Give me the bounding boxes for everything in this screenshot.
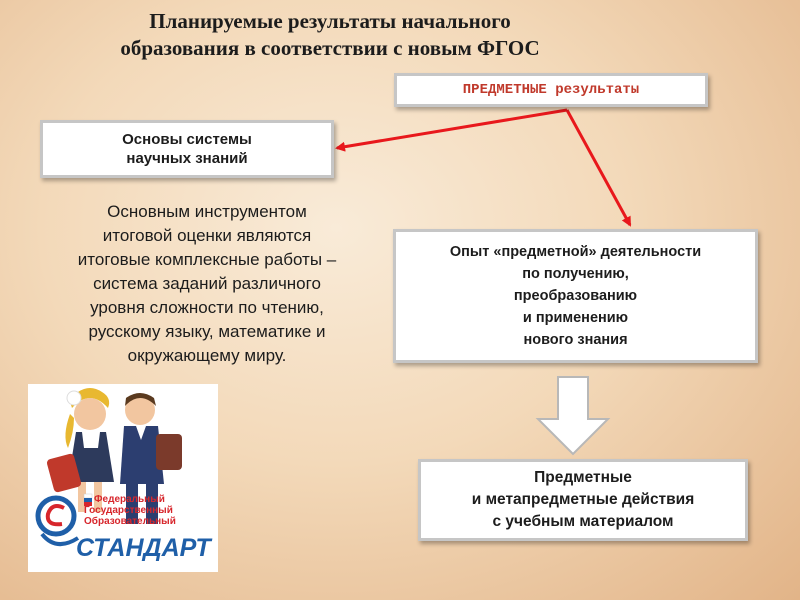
logo-word: СТАНДАРТ (76, 534, 211, 562)
actions-line-1: Предметные (534, 469, 632, 486)
subject-results-box (394, 73, 708, 107)
title-line-2: образования в соответствии с новым ФГОС (120, 36, 540, 60)
paragraph-line: окружающему миру. (127, 346, 287, 365)
experience-line-3: преобразованию (513, 288, 638, 304)
foundations-line-1: Основы системы (122, 131, 252, 148)
logo-text-line-2: Государственный (84, 505, 173, 516)
paragraph-line: Основным инструментом (107, 202, 307, 221)
experience-line-2: по получению, (522, 266, 629, 282)
logo-text-line-1: Федеральный (94, 494, 165, 505)
actions-line-2: и метапредметные действия (471, 491, 695, 508)
arrow-to-experience (567, 110, 630, 225)
standard-emblem (38, 498, 78, 544)
paragraph-line: русскому языку, математике и (88, 322, 326, 341)
fgos-standard-logo (28, 384, 218, 572)
assessment-paragraph (28, 200, 386, 368)
logo-text-line-3: Образовательный (84, 516, 176, 527)
actions-box (418, 459, 748, 541)
paragraph-line: итоговые комплексные работы – (77, 250, 337, 269)
children-illustration (28, 384, 218, 572)
paragraph-line: итоговой оценки являются (102, 226, 312, 245)
title-line-1: Планируемые результаты начального (149, 9, 511, 33)
subject-results-label: ПРЕДМЕТНЫЕ результаты (462, 82, 640, 98)
experience-line-5: нового знания (523, 332, 628, 348)
experience-line-1: Опыт «предметной» деятельности (449, 244, 702, 260)
paragraph-line: система заданий различного (93, 274, 321, 293)
foundations-box (40, 120, 334, 178)
experience-line-4: и применению (522, 310, 629, 326)
foundations-line-2: научных знаний (126, 150, 248, 167)
arrow-to-foundations (337, 110, 567, 148)
actions-line-3: с учебным материалом (492, 513, 674, 530)
paragraph-line: уровня сложности по чтению, (90, 298, 324, 317)
down-arrow-shape (538, 377, 608, 454)
experience-box (393, 229, 758, 363)
